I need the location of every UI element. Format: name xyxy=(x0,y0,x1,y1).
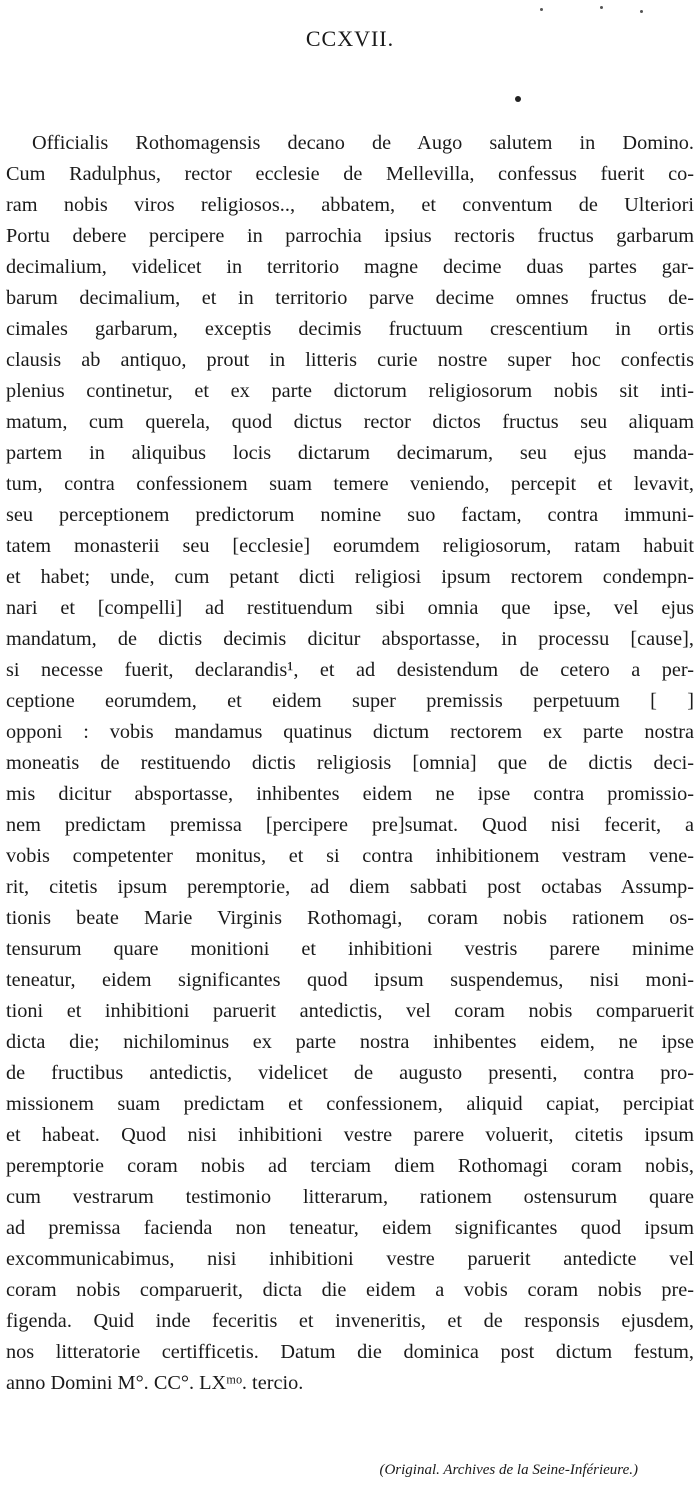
text-line: Officialis Rothomagensis decano de Augo salutem in Domino. xyxy=(32,132,694,154)
text-line: tum, contra confessionem suam temere veniendo, percepit et levavit, xyxy=(6,473,694,495)
scan-speck xyxy=(640,10,643,13)
text-line: tensurum quare monitioni et inhibitioni vestris parere minime xyxy=(6,938,694,960)
scan-speck xyxy=(600,6,603,9)
text-line: nem predictam premissa [percipere pre]sumat. Quod nisi fecerit, a xyxy=(6,814,694,836)
text-line: ad premissa facienda non teneatur, eidem significantes quod ipsum xyxy=(6,1217,694,1239)
text-line: nari et [compelli] ad restituendum sibi omnia que ipse, vel ejus xyxy=(6,597,694,619)
text-line: Cum Radulphus, rector ecclesie de Mellevilla, confessus fuerit co- xyxy=(6,163,694,185)
source-citation: (Original. Archives de la Seine-Inférieure.) xyxy=(379,1462,638,1478)
text-line: cimales garbarum, exceptis decimis fructuum crescentium in ortis xyxy=(6,318,694,340)
text-line: peremptorie coram nobis ad terciam diem Rothomagi coram nobis, xyxy=(6,1155,694,1177)
text-line: tioni et inhibitioni paruerit antedictis, vel coram nobis comparuerit xyxy=(6,1000,694,1022)
text-line: tionis beate Marie Virginis Rothomagi, coram nobis rationem os- xyxy=(6,907,694,929)
text-line: opponi : vobis mandamus quatinus dictum rectorem ex parte nostra xyxy=(6,721,694,743)
text-line: vobis competenter monitus, et si contra inhibitionem vestram vene- xyxy=(6,845,694,867)
text-line: tatem monasterii seu [ecclesie] eorumdem religiosorum, ratam habuit xyxy=(6,535,694,557)
text-line: anno Domini M°. CC°. LXᵐᵒ. tercio. xyxy=(6,1372,304,1394)
text-line: clausis ab antiquo, prout in litteris curie nostre super hoc confectis xyxy=(6,349,694,371)
text-line: figenda. Quid inde feceritis et inveneritis, et de responsis ejusdem, xyxy=(6,1310,694,1332)
text-line: cum vestrarum testimonio litterarum, rationem ostensurum quare xyxy=(6,1186,694,1208)
text-line: si necesse fuerit, declarandis¹, et ad desistendum de cetero a per- xyxy=(6,659,694,681)
document-number-heading: CCXVII. xyxy=(305,26,395,51)
scan-speck xyxy=(540,8,543,11)
ink-dot-mark xyxy=(515,96,521,102)
text-line: coram nobis comparuerit, dicta die eidem a vobis coram nobis pre- xyxy=(6,1279,694,1301)
text-line: dicta die; nichilominus ex parte nostra inhibentes eidem, ne ipse xyxy=(6,1031,694,1053)
charter-text xyxy=(6,128,694,1399)
text-line: ram nobis viros religiosos.., abbatem, et conventum de Ulteriori xyxy=(6,194,694,216)
text-line: excommunicabimus, nisi inhibitioni vestre paruerit antedicte vel xyxy=(6,1248,694,1270)
text-line: ceptione eorumdem, et eidem super premissis perpetuum [ ] xyxy=(6,690,694,712)
text-line: partem in aliquibus locis dictarum decimarum, seu ejus manda- xyxy=(6,442,694,464)
text-line: matum, cum querela, quod dictus rector dictos fructus seu aliquam xyxy=(6,411,694,433)
text-line: mandatum, de dictis decimis dicitur absportasse, in processu [cause], xyxy=(6,628,694,650)
text-line: barum decimalium, et in territorio parve decime omnes fructus de- xyxy=(6,287,694,309)
text-line: mis dicitur absportasse, inhibentes eidem ne ipse contra promissio- xyxy=(6,783,694,805)
text-line: et habeat. Quod nisi inhibitioni vestre parere voluerit, citetis ipsum xyxy=(6,1124,694,1146)
text-line: et habet; unde, cum petant dicti religiosi ipsum rectorem condempn- xyxy=(6,566,694,588)
text-line: rit, citetis ipsum peremptorie, ad diem sabbati post octabas Assump- xyxy=(6,876,694,898)
text-line: missionem suam predictam et confessionem, aliquid capiat, percipiat xyxy=(6,1093,694,1115)
text-line: seu perceptionem predictorum nomine suo factam, contra immuni- xyxy=(6,504,694,526)
text-line: moneatis de restituendo dictis religiosis [omnia] que de dictis deci- xyxy=(6,752,694,774)
text-line: plenius continetur, et ex parte dictorum religiosorum nobis sit inti- xyxy=(6,380,694,402)
text-line: Portu debere percipere in parrochia ipsius rectoris fructus garbarum xyxy=(6,225,694,247)
text-line: teneatur, eidem significantes quod ipsum suspendemus, nisi moni- xyxy=(6,969,694,991)
text-line: nos litteratorie certifficetis. Datum die dominica post dictum festum, xyxy=(6,1341,694,1363)
text-line: de fructibus antedictis, videlicet de augusto presenti, contra pro- xyxy=(6,1062,694,1084)
text-line: decimalium, videlicet in territorio magne decime duas partes gar- xyxy=(6,256,694,278)
